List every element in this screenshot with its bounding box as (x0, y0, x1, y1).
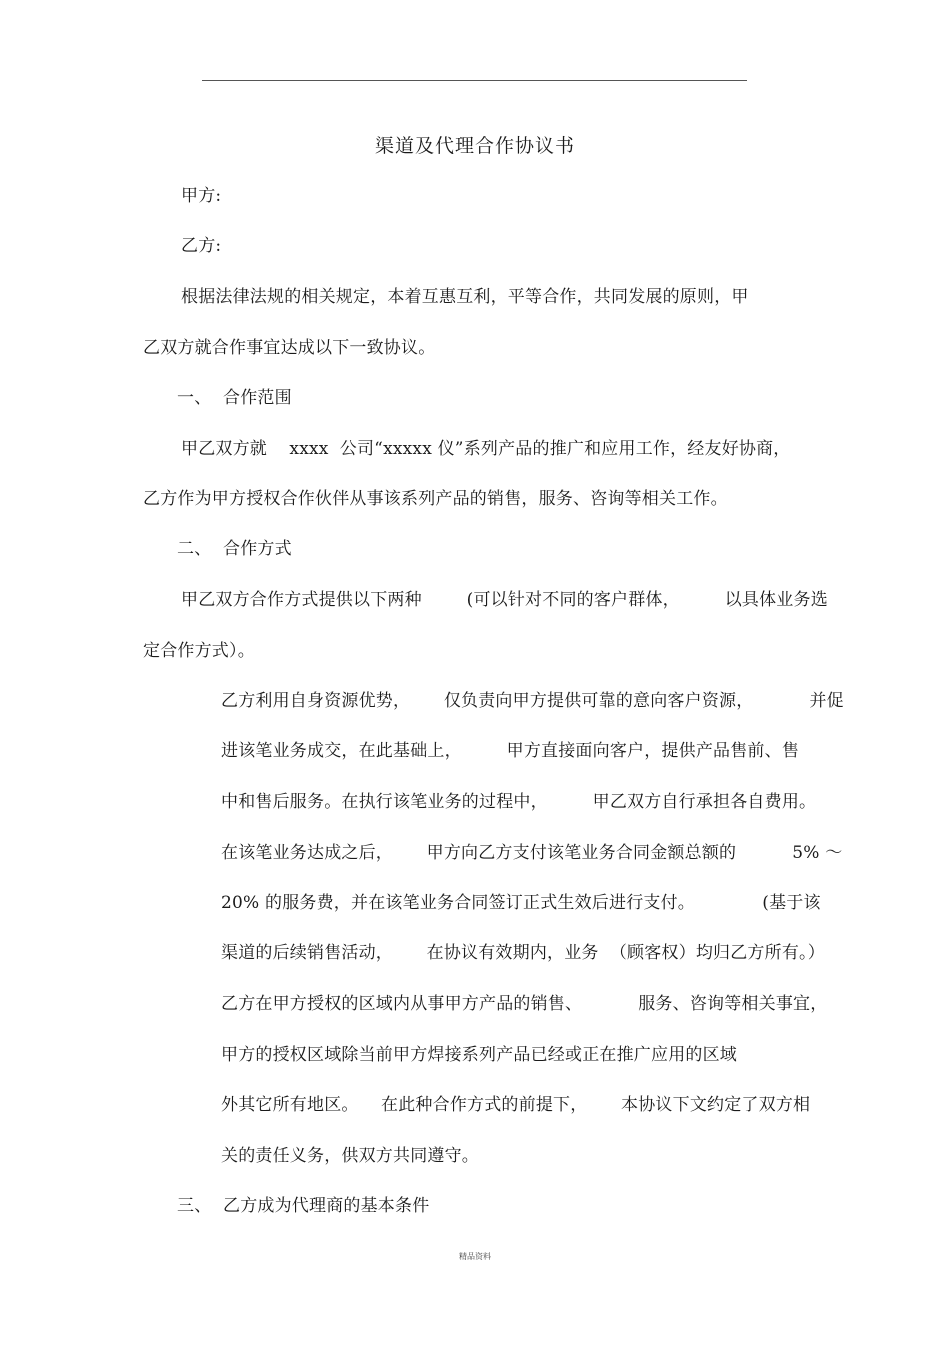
section-2-body-line-3: 中和售后服务。在执行该笔业务的过程中， 甲乙双方自行承担各自费用。 (221, 792, 817, 812)
intro-line-2: 乙双方就合作事宜达成以下一致协议。 (143, 338, 436, 358)
section-3-title: 乙方成为代理商的基本条件 (223, 1196, 430, 1216)
section-2-line-2: 定合作方式）。 (143, 641, 255, 661)
header-rule (202, 80, 747, 81)
section-2-heading (177, 537, 292, 561)
section-3-number: 三、 (177, 1196, 212, 1216)
section-2-body-line-7: 乙方在甲方授权的区域内从事甲方产品的销售、 服务、咨询等相关事宜， (221, 994, 828, 1014)
section-2-body-line-10: 关的责任义务，供双方共同遵守。 (221, 1146, 479, 1166)
section-2-body-line-2: 进该笔业务成交，在此基础上， 甲方直接面向客户，提供产品售前、售 (221, 741, 800, 761)
section-2-line-1: 甲乙双方合作方式提供以下两种 (可以针对不同的客户群体， 以具体业务选 (181, 590, 828, 610)
section-1-heading (177, 386, 292, 410)
section-2-body-line-8: 甲方的授权区域除当前甲方焊接系列产品已经或正在推广应用的区域 (221, 1045, 737, 1065)
section-2-body-line-1: 乙方利用自身资源优势， 仅负责向甲方提供可靠的意向客户资源， 并促 (221, 691, 844, 711)
section-1-number: 一、 (177, 388, 212, 408)
section-2-number: 二、 (177, 539, 212, 559)
section-2-body-line-9: 外其它所有地区。 在此种合作方式的前提下， 本协议下文约定了双方相 (221, 1095, 811, 1115)
section-1-title: 合作范围 (223, 388, 292, 408)
section-2-title: 合作方式 (223, 539, 292, 559)
party-a-label: 甲方: (181, 186, 222, 206)
section-1-line-1: 甲乙双方就 xxxx 公司“xxxxx 仪”系列产品的推广和应用工作，经友好协商， (181, 439, 791, 459)
section-2-body-line-6: 渠道的后续销售活动， 在协议有效期内，业务 （顾客权）均归乙方所有。） (221, 943, 825, 963)
section-1-line-2: 乙方作为甲方授权合作伙伴从事该系列产品的销售，服务、咨询等相关工作。 (143, 489, 728, 509)
section-3-heading (177, 1194, 429, 1218)
document-title: 渠道及代理合作协议书 (374, 135, 575, 157)
section-2-body-line-5: 20% 的服务费，并在该笔业务合同签订正式生效后进行支付。 (基于该 (221, 893, 821, 913)
intro-line-1: 根据法律法规的相关规定，本着互惠互利，平等合作，共同发展的原则，甲 (181, 287, 749, 307)
page-footer: 精品资料 (459, 1252, 491, 1261)
section-2-body-line-4: 在该笔业务达成之后， 甲方向乙方支付该笔业务合同金额总额的 5% ～ (221, 843, 843, 863)
party-b-label: 乙方: (181, 236, 222, 256)
